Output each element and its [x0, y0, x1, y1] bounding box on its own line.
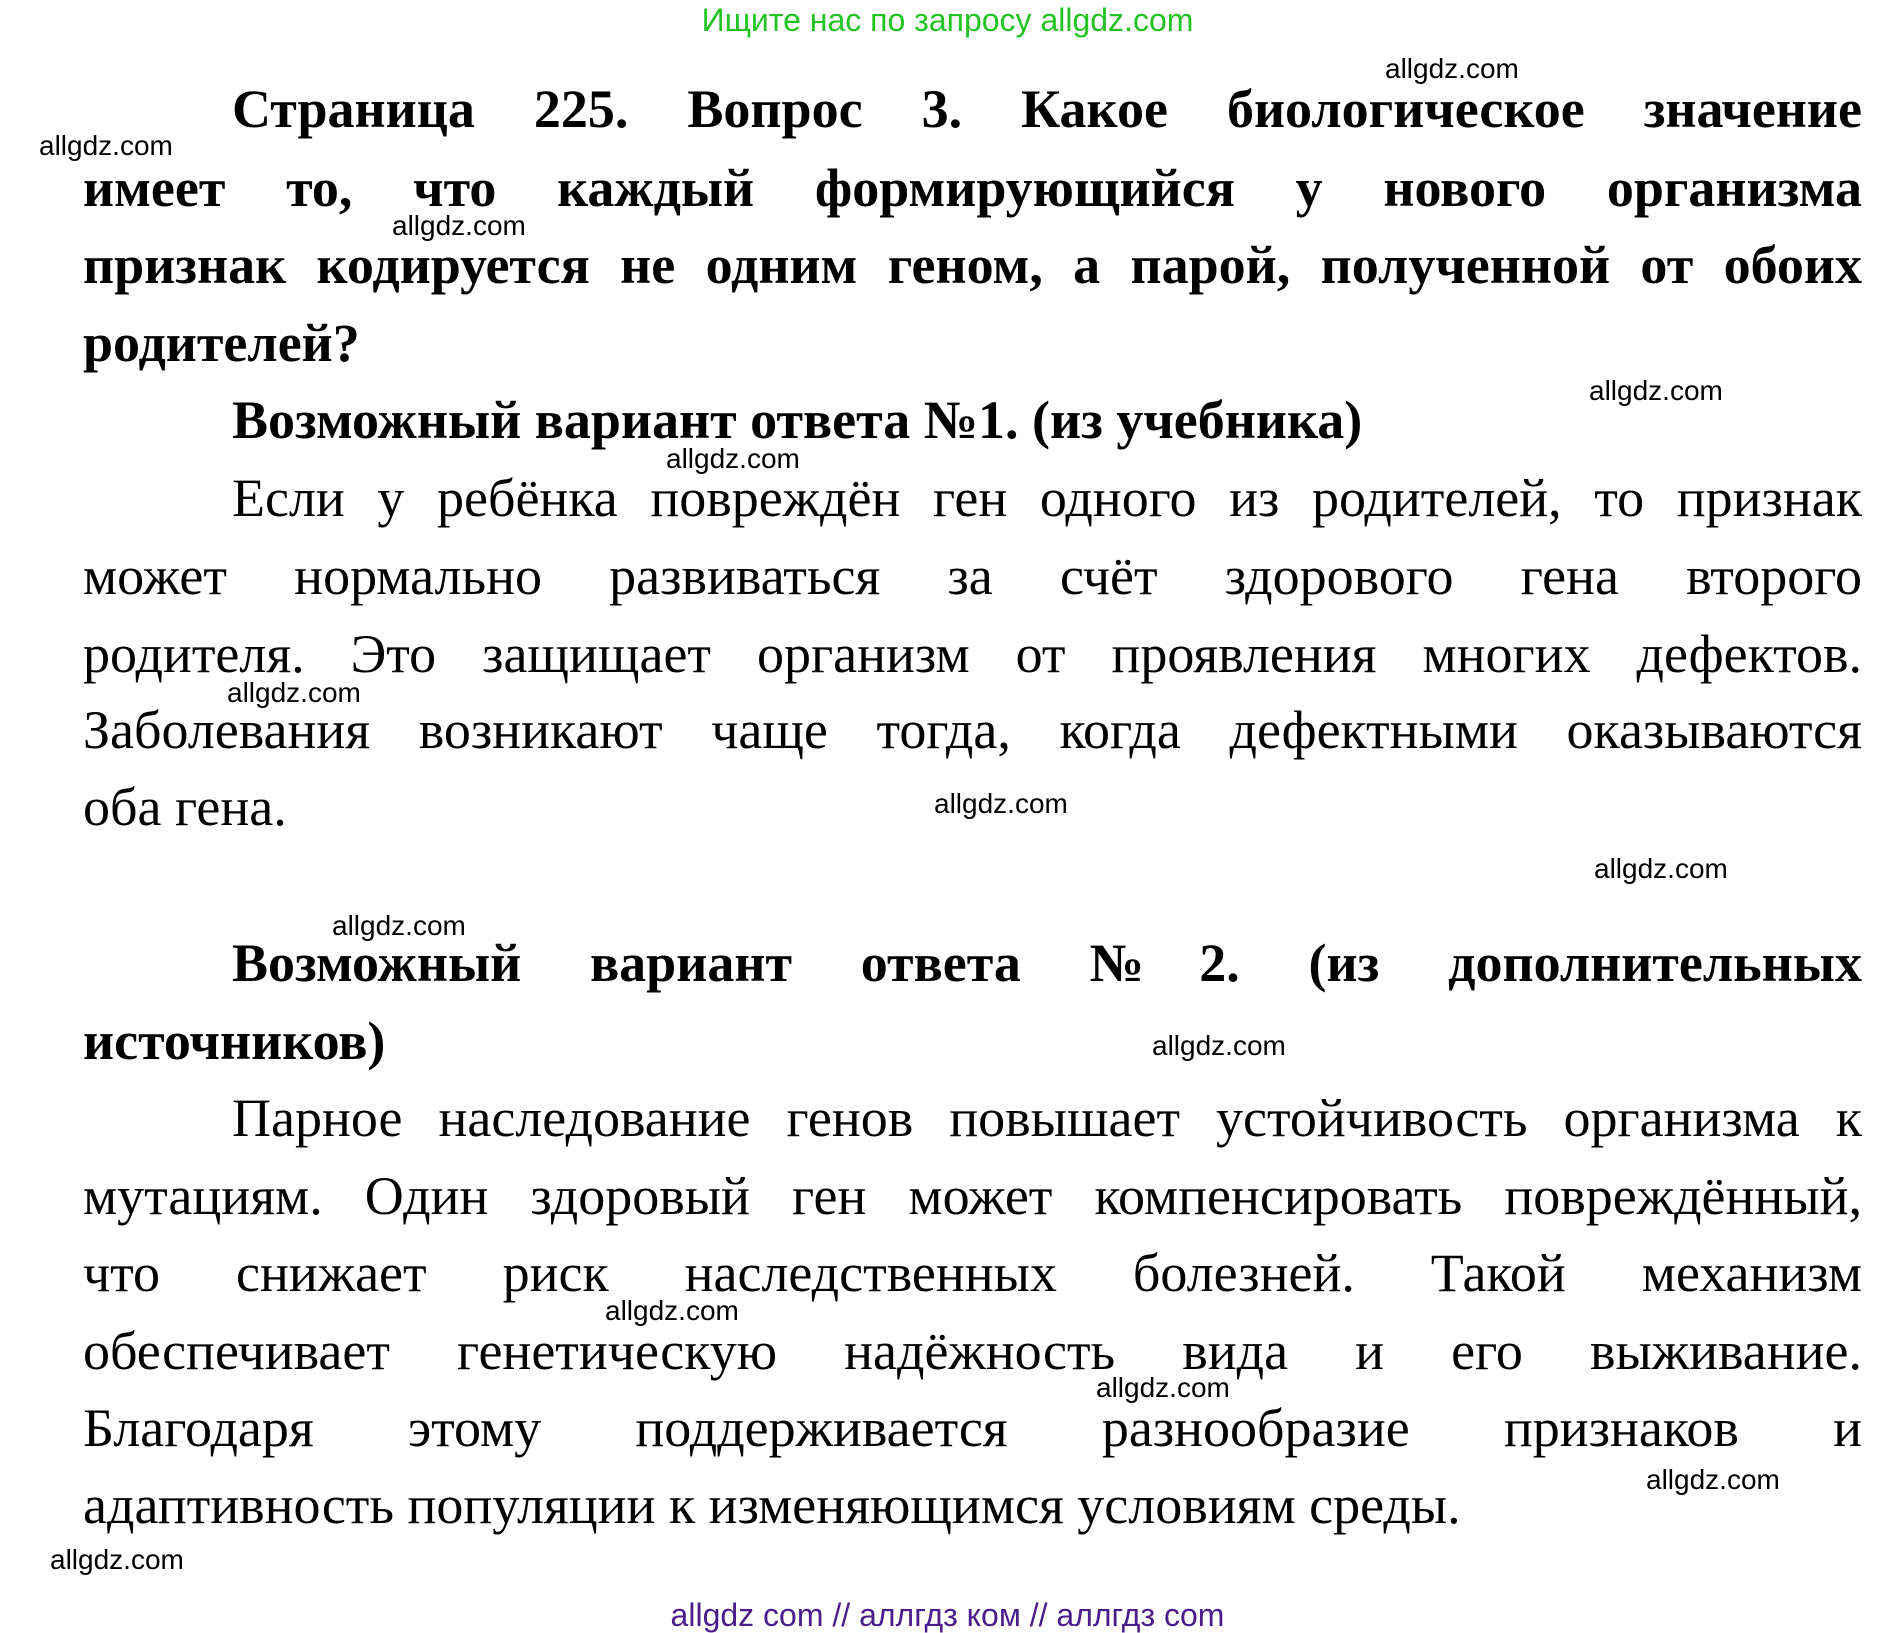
watermark: allgdz.com [1385, 53, 1519, 84]
watermark: allgdz.com [1594, 853, 1728, 884]
answer2-line: мутациям. Один здоровый ген может компенсировать повреждённый, [83, 1166, 1862, 1226]
answer1-line: Заболевания возникают чаще тогда, когда дефектными оказываются [83, 700, 1862, 760]
watermark: allgdz.com [1096, 1372, 1230, 1403]
search-banner[interactable]: Ищите нас по запросу allgdz.com [701, 2, 1194, 38]
answer2-line: обеспечивает генетическую надёжность вида и его выживание. [83, 1321, 1862, 1381]
watermark: allgdz.com [934, 788, 1068, 819]
watermark: allgdz.com [605, 1295, 739, 1326]
question-line: Страница 225. Вопрос 3. Какое биологическое значение [232, 79, 1862, 139]
answer1-line: Если у ребёнка повреждён ген одного из родителей, то признак [232, 468, 1862, 528]
answer2-heading: Возможный вариант ответа №2. (из дополнительных [232, 933, 1862, 993]
watermark: allgdz.com [227, 677, 361, 708]
watermark: allgdz.com [666, 443, 800, 474]
answer1-line: родителя. Это защищает организм от проявления многих дефектов. [83, 624, 1862, 684]
answer1-line: может нормально развиваться за счёт здорового гена второго [83, 546, 1862, 606]
answer2-heading: источников) [83, 1011, 386, 1071]
question-line: имеет то, что каждый формирующийся у нового организма [83, 158, 1862, 218]
answer2-line: Благодаря этому поддерживается разнообразие признаков и [83, 1398, 1862, 1458]
answer2-line: Парное наследование генов повышает устойчивость организма к [232, 1088, 1862, 1148]
answer2-line: что снижает риск наследственных болезней. Такой механизм [83, 1243, 1862, 1303]
watermark: allgdz.com [39, 130, 173, 161]
watermark: allgdz.com [332, 910, 466, 941]
watermark: allgdz.com [392, 210, 526, 241]
question-line: признак кодируется не одним геном, а парой, полученной от обоих [83, 235, 1862, 295]
watermark: allgdz.com [1152, 1030, 1286, 1061]
watermark: allgdz.com [1589, 375, 1723, 406]
watermark: allgdz.com [1646, 1464, 1780, 1495]
question-line: родителей? [83, 313, 360, 373]
watermark: allgdz.com [50, 1544, 184, 1575]
answer1-heading: Возможный вариант ответа №1. (из учебника) [232, 390, 1363, 450]
answer1-line: оба гена. [83, 777, 287, 837]
footer-banner[interactable]: allgdz com // аллгдз ком // аллгдз com [670, 1597, 1225, 1633]
answer2-line: адаптивность популяции к изменяющимся условиям среды. [83, 1475, 1461, 1535]
